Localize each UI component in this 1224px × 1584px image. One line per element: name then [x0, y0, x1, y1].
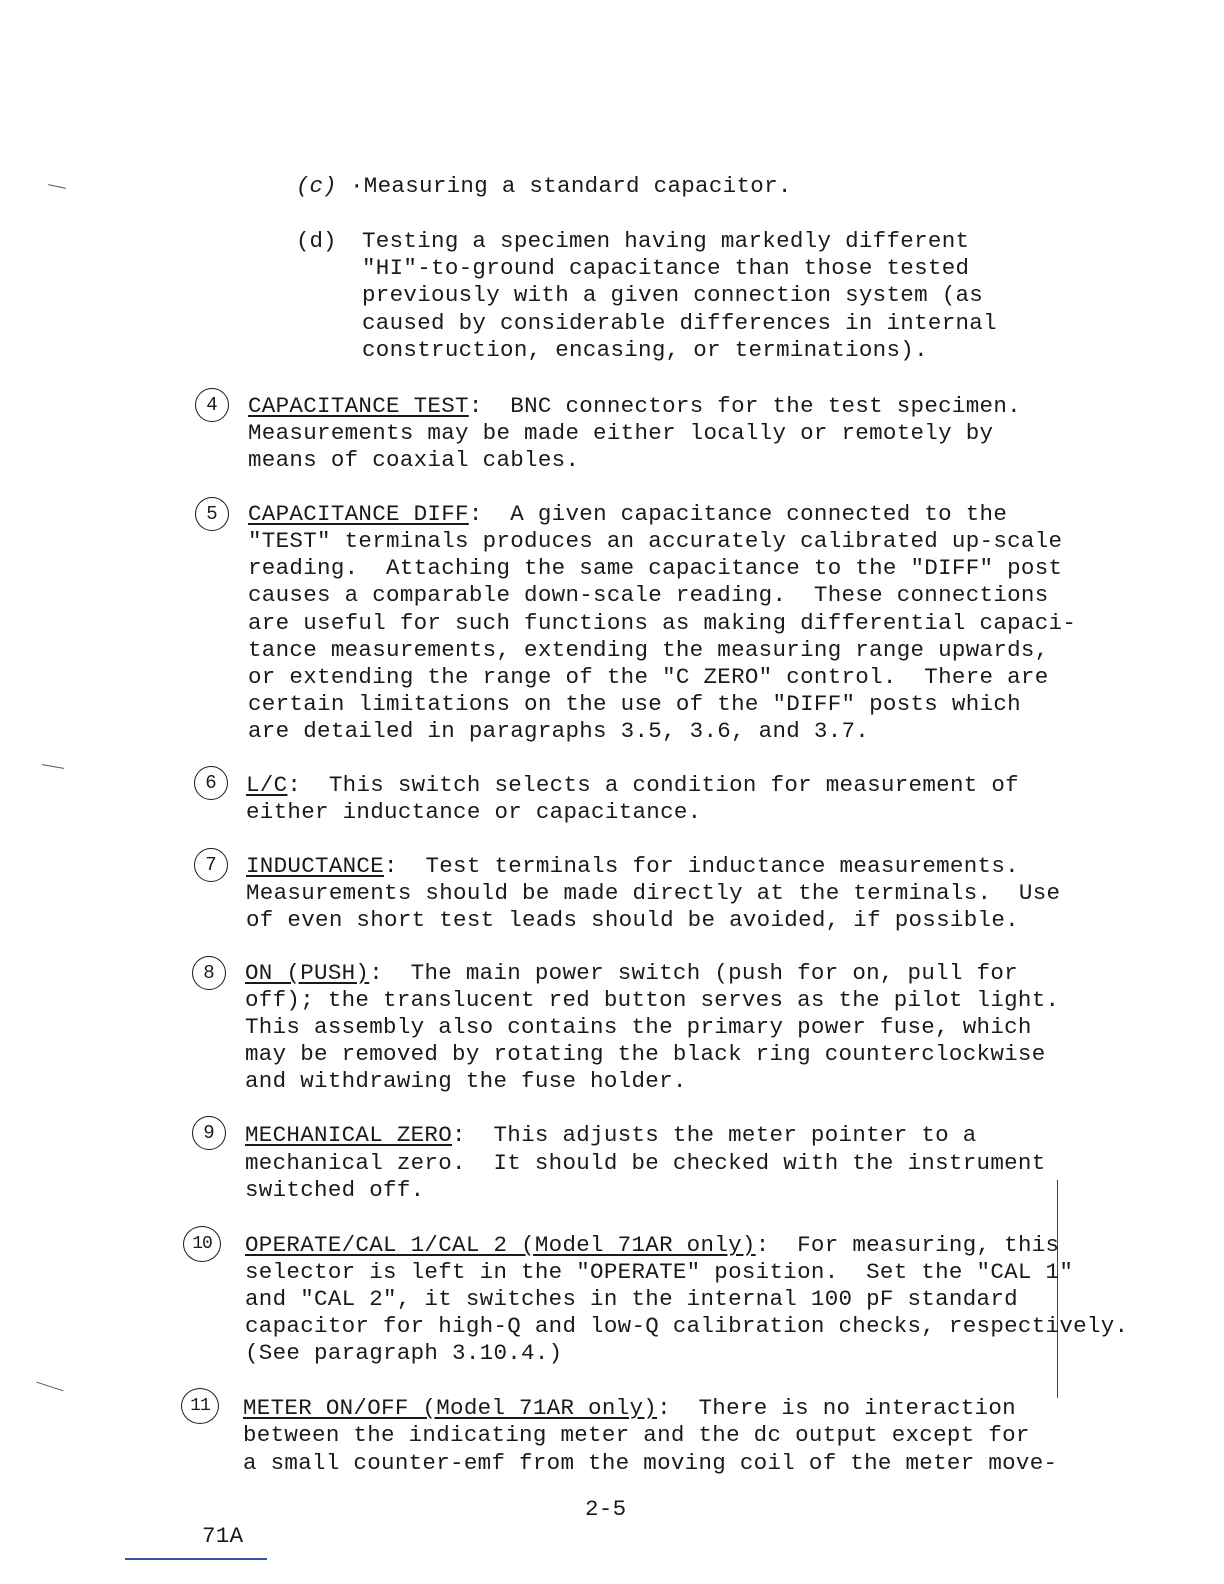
item-line: are useful for such functions as making differential capaci- — [248, 610, 1077, 636]
item-first-line: MECHANICAL ZERO: This adjusts the meter pointer to a — [245, 1122, 977, 1148]
item-line: causes a comparable down-scale reading. These connections — [248, 582, 1049, 608]
item-first-rest: This adjusts the meter pointer to a — [493, 1122, 977, 1148]
item-line: tance measurements, extending the measuring range upwards, — [248, 637, 1049, 663]
item-line: either inductance or capacitance. — [246, 799, 702, 825]
item-number-circle: 6 — [194, 766, 228, 800]
item-number-circle: 11 — [181, 1388, 219, 1424]
item-line: Measurements should be made directly at the terminals. Use — [246, 880, 1061, 906]
item-first-rest: A given capacitance connected to the — [510, 501, 1008, 527]
item-number-circle: 8 — [192, 956, 226, 990]
item-first-rest: For measuring, this — [797, 1232, 1060, 1258]
item-title: CAPACITANCE TEST — [248, 393, 469, 419]
item-first-line: ON (PUSH): The main power switch (push for on, pull for — [245, 960, 1018, 986]
item-line: off); the translucent red button serves as the pilot light. — [245, 987, 1060, 1013]
item-line: of even short test leads should be avoided, if possible. — [246, 907, 1019, 933]
subitem-d-line: previously with a given connection system (as — [362, 282, 984, 308]
item-line: certain limitations on the use of the "DIFF" posts which — [248, 691, 1021, 717]
item-number-circle: 4 — [195, 388, 229, 422]
page-number: 2-5 — [585, 1496, 627, 1522]
item-title: OPERATE/CAL 1/CAL 2 (Model 71AR only) — [245, 1232, 756, 1258]
footer-rule — [125, 1558, 267, 1560]
item-title: METER ON/OFF (Model 71AR only) — [243, 1395, 658, 1421]
item-first-line: L/C: This switch selects a condition for measurement of — [246, 772, 1019, 798]
item-line: and withdrawing the fuse holder. — [245, 1068, 687, 1094]
margin-mark — [42, 764, 64, 769]
item-title: MECHANICAL ZERO — [245, 1122, 453, 1148]
subitem-d-label: (d) — [296, 228, 337, 254]
item-first-line: CAPACITANCE DIFF: A given capacitance connected to the — [248, 501, 1008, 527]
item-first-rest: The main power switch (push for on, pull for — [410, 960, 1018, 986]
item-first-rest: Test terminals for inductance measurements. — [425, 853, 1019, 879]
item-line: (See paragraph 3.10.4.) — [245, 1340, 563, 1366]
item-first-line: CAPACITANCE TEST: BNC connectors for the test specimen. — [248, 393, 1021, 419]
item-first-line: METER ON/OFF (Model 71AR only): There is no interaction — [243, 1395, 1016, 1421]
item-number-circle: 10 — [183, 1226, 221, 1262]
item-line: selector is left in the "OPERATE" position. Set the "CAL 1" — [245, 1259, 1074, 1285]
item-line: or extending the range of the "C ZERO" control. There are — [248, 664, 1049, 690]
item-title: L/C — [246, 772, 288, 798]
item-line: "TEST" terminals produces an accurately calibrated up-scale — [248, 528, 1063, 554]
item-line: are detailed in paragraphs 3.5, 3.6, and 3.7. — [248, 718, 870, 744]
item-line: reading. Attaching the same capacitance to the "DIFF" post — [248, 555, 1063, 581]
subitem-c-line: ·Measuring a standard capacitor. — [350, 173, 792, 199]
item-first-rest: BNC connectors for the test specimen. — [510, 393, 1021, 419]
item-line: This assembly also contains the primary power fuse, which — [245, 1014, 1032, 1040]
item-number-circle: 5 — [195, 497, 229, 531]
item-line: capacitor for high-Q and low-Q calibration checks, respectively. — [245, 1313, 1129, 1339]
subitem-d-line: Testing a specimen having markedly different — [362, 228, 970, 254]
item-line: a small counter-emf from the moving coil of the meter move- — [243, 1450, 1058, 1476]
item-first-rest: This switch selects a condition for measurement of — [328, 772, 1019, 798]
item-number-circle: 7 — [194, 848, 228, 882]
subitem-c-label: (c) — [296, 173, 337, 199]
item-first-line: INDUCTANCE: Test terminals for inductance measurements. — [246, 853, 1019, 879]
item-line: mechanical zero. It should be checked with the instrument — [245, 1150, 1046, 1176]
margin-mark — [37, 1382, 64, 1392]
subitem-d-line: "HI"-to-ground capacitance than those tested — [362, 255, 970, 281]
item-line: switched off. — [245, 1177, 425, 1203]
subitem-d-line: construction, encasing, or terminations). — [362, 337, 928, 363]
margin-mark — [48, 184, 66, 189]
item-title: ON (PUSH) — [245, 960, 370, 986]
subitem-d-line: caused by considerable differences in internal — [362, 310, 997, 336]
item-number-circle: 9 — [192, 1116, 226, 1150]
item-first-line: OPERATE/CAL 1/CAL 2 (Model 71AR only): For measuring, this — [245, 1232, 1060, 1258]
item-line: between the indicating meter and the dc output except for — [243, 1422, 1030, 1448]
item-line: and "CAL 2", it switches in the internal 100 pF standard — [245, 1286, 1018, 1312]
item-line: means of coaxial cables. — [248, 447, 580, 473]
item-first-rest: There is no interaction — [698, 1395, 1016, 1421]
item-title: CAPACITANCE DIFF — [248, 501, 469, 527]
item-line: may be removed by rotating the black ring counterclockwise — [245, 1041, 1046, 1067]
item-line: Measurements may be made either locally or remotely by — [248, 420, 994, 446]
model-label: 71A — [202, 1523, 244, 1549]
item-title: INDUCTANCE — [246, 853, 385, 879]
revision-bar — [1057, 1180, 1058, 1398]
